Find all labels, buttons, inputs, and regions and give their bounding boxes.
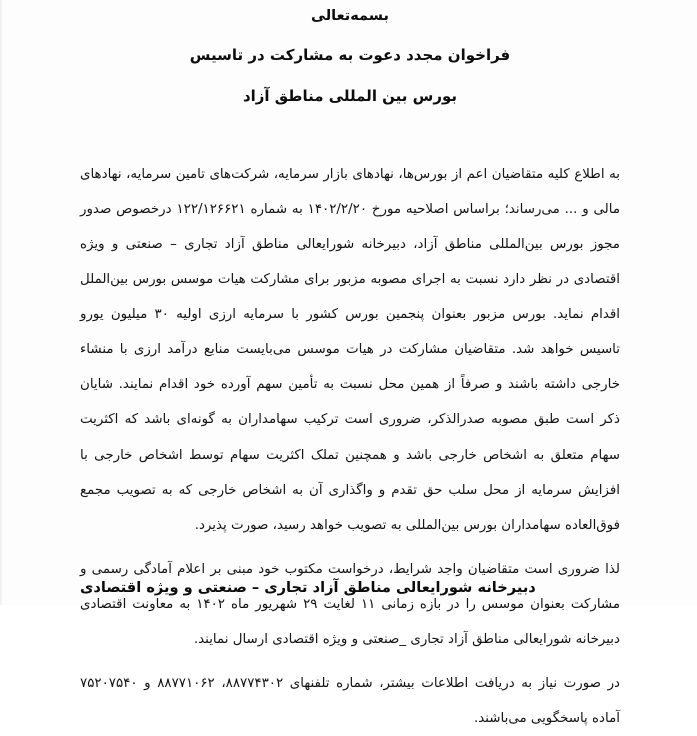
body-paragraph-3-contact: در صورت نیاز به دریافت اطلاعات بیشتر، شماره تلفنهای ۸۸۷۷۴۳۰۲، ۸۸۷۷۱۰۶۲ و ۷۵۲۰۷۵۴۰ آماده پاسخگویی می‌باشند. (80, 676, 620, 727)
document-title-line-2: بورس بین المللی مناطق آزاد (242, 86, 458, 105)
document-body (80, 157, 620, 736)
document-title-line-1: فراخوان مجدد دعوت به مشارکت در تاسیس (189, 46, 511, 65)
document-header (80, 0, 620, 105)
document-footer (80, 579, 620, 597)
document-content-area (80, 0, 621, 727)
basmala-line: بسمه‌تعالی (311, 8, 389, 24)
footer-signature: دبیرخانه شورایعالی مناطق آزاد تجاری – صنعتی و ویژه اقتصادی (80, 578, 536, 596)
body-paragraph-1: به اطلاع کلیه متقاضیان اعم از بورس‌ها، نهادهای بازار سرمایه، شرکت‌های تامین سرمایه، نهادهای مالی و ... می‌رساند؛ براساس اصلاحیه مورخ ۱۴۰۲/۲/۲۰ به شماره ۱۲۲/۱۲۶۶۲۱ درخصوص صدور مجوز بورس بین‌المللی مناطق آزاد، دبیرخانه شورایعالی مناطق آزاد تجاری – صنعتی و ویژه اقتصادی در نظر دارد نسبت به اجرای مصوبه مزبور برای مشارکت هیات موسس بورس بین‌الملل اقدام نماید. بورس مزبور بعنوان پنجمین بورس کشور با سرمایه ارزی اولیه ۳۰ میلیون یورو تاسیس خواهد شد. متقاضیان مشارکت در هیات موسس می‌بایست منابع درآمد ارزی با منشاء خارجی داشته باشند و صرفاً از همین محل نسبت به تأمین سهم آورده خود اقدام نمایند. شایان ذکر است طبق مصوبه صدرالذکر، ضروری است ترکیب سهامداران به گونه‌ای باشد که اکثریت سهام متعلق به اشخاص خارجی باشد و همچنین تملک اکثریت سهام توسط اشخاص خارجی با افزایش سرمایه از محل سلب حق تقدم و واگذاری آن به اشخاص خارجی که به تصویب مجمع فوق‌العاده سهامداران بورس بین‌المللی به تصویب خواهد رسید، صورت پذیرد. (80, 166, 621, 533)
body-paragraph-2: لذا ضروری است متقاضیان واجد شرایط، درخواست مکتوب خود مبنی بر اعلام آمادگی رسمی و مشارکت بعنوان موسس را در بازه زمانی ۱۱ لغایت ۲۹ شهریور ماه ۱۴۰۲ به معاونت اقتصادی دبیرخانه شورایعالی مناطق آزاد تجاری _صنعتی و ویژه اقتصادی ارسال نمایند. (80, 561, 621, 648)
